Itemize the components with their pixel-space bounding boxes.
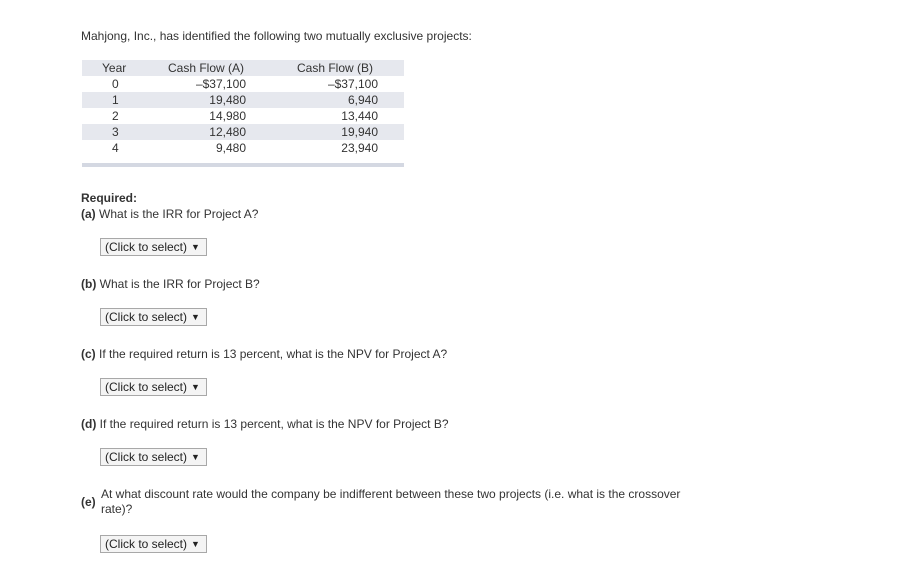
caret-down-icon: ▼ xyxy=(191,539,200,549)
table-header-row xyxy=(82,60,404,76)
answer-e-dropdown-label: (Click to select) xyxy=(105,537,188,551)
table-bottom-divider xyxy=(82,163,404,167)
cash-flow-b-cell: 6,940 xyxy=(347,93,378,107)
cash-flow-b-cell: 23,940 xyxy=(341,141,378,155)
answer-d-dropdown[interactable] xyxy=(100,448,207,466)
year-cell: 4 xyxy=(112,141,119,155)
caret-down-icon: ▼ xyxy=(191,382,200,392)
caret-down-icon: ▼ xyxy=(191,452,200,462)
table-row xyxy=(82,108,404,124)
question-b xyxy=(81,277,260,291)
header-cash-flow-b: Cash Flow (B) xyxy=(297,61,374,75)
required-heading: Required: xyxy=(81,191,138,205)
cash-flow-a-cell: –$37,100 xyxy=(195,77,246,91)
year-cell: 2 xyxy=(112,109,119,123)
cash-flow-a-cell: 12,480 xyxy=(209,125,246,139)
header-cash-flow-a: Cash Flow (A) xyxy=(168,61,245,75)
cash-flow-b-cell: –$37,100 xyxy=(327,77,378,91)
answer-b-dropdown[interactable] xyxy=(100,308,207,326)
caret-down-icon: ▼ xyxy=(191,242,200,252)
cash-flow-b-cell: 13,440 xyxy=(341,109,378,123)
question-c xyxy=(81,347,447,361)
cash-flow-table xyxy=(82,60,404,156)
cash-flow-b-cell: 19,940 xyxy=(341,125,378,139)
answer-e-dropdown[interactable] xyxy=(100,535,207,553)
question-d-text: If the required return is 13 percent, what is the NPV for Project B? xyxy=(99,417,449,431)
answer-b-dropdown-label: (Click to select) xyxy=(105,310,188,324)
year-cell: 1 xyxy=(112,93,119,107)
answer-a-dropdown-label: (Click to select) xyxy=(105,240,188,254)
answer-d-dropdown-label: (Click to select) xyxy=(105,450,188,464)
header-year: Year xyxy=(102,61,127,75)
question-a xyxy=(81,207,258,221)
question-a-text: What is the IRR for Project A? xyxy=(99,207,259,221)
caret-down-icon: ▼ xyxy=(191,312,200,322)
question-c-text: If the required return is 13 percent, what is the NPV for Project A? xyxy=(99,347,448,361)
cash-flow-a-cell: 9,480 xyxy=(215,141,246,155)
question-e-text: At what discount rate would the company be indifferent between these two projects (i.e. what is the crossover rate)? xyxy=(101,487,681,516)
question-b-letter: (b) xyxy=(81,277,97,291)
question-b-text: What is the IRR for Project B? xyxy=(99,277,260,291)
question-e-letter: (e) xyxy=(81,495,96,509)
table-row xyxy=(82,92,404,108)
answer-c-dropdown-label: (Click to select) xyxy=(105,380,188,394)
answer-a-dropdown[interactable] xyxy=(100,238,207,256)
question-c-letter: (c) xyxy=(81,347,96,361)
cash-flow-a-cell: 19,480 xyxy=(209,93,246,107)
table-row xyxy=(82,140,404,156)
year-cell: 0 xyxy=(112,77,119,91)
cash-flow-a-cell: 14,980 xyxy=(209,109,246,123)
answer-c-dropdown[interactable] xyxy=(100,378,207,396)
table-row xyxy=(82,76,404,92)
question-d-letter: (d) xyxy=(81,417,97,431)
year-cell: 3 xyxy=(112,125,119,139)
table-row xyxy=(82,124,404,140)
problem-intro: Mahjong, Inc., has identified the following two mutually exclusive projects: xyxy=(81,29,472,43)
question-a-letter: (a) xyxy=(81,207,96,221)
question-d xyxy=(81,417,449,431)
